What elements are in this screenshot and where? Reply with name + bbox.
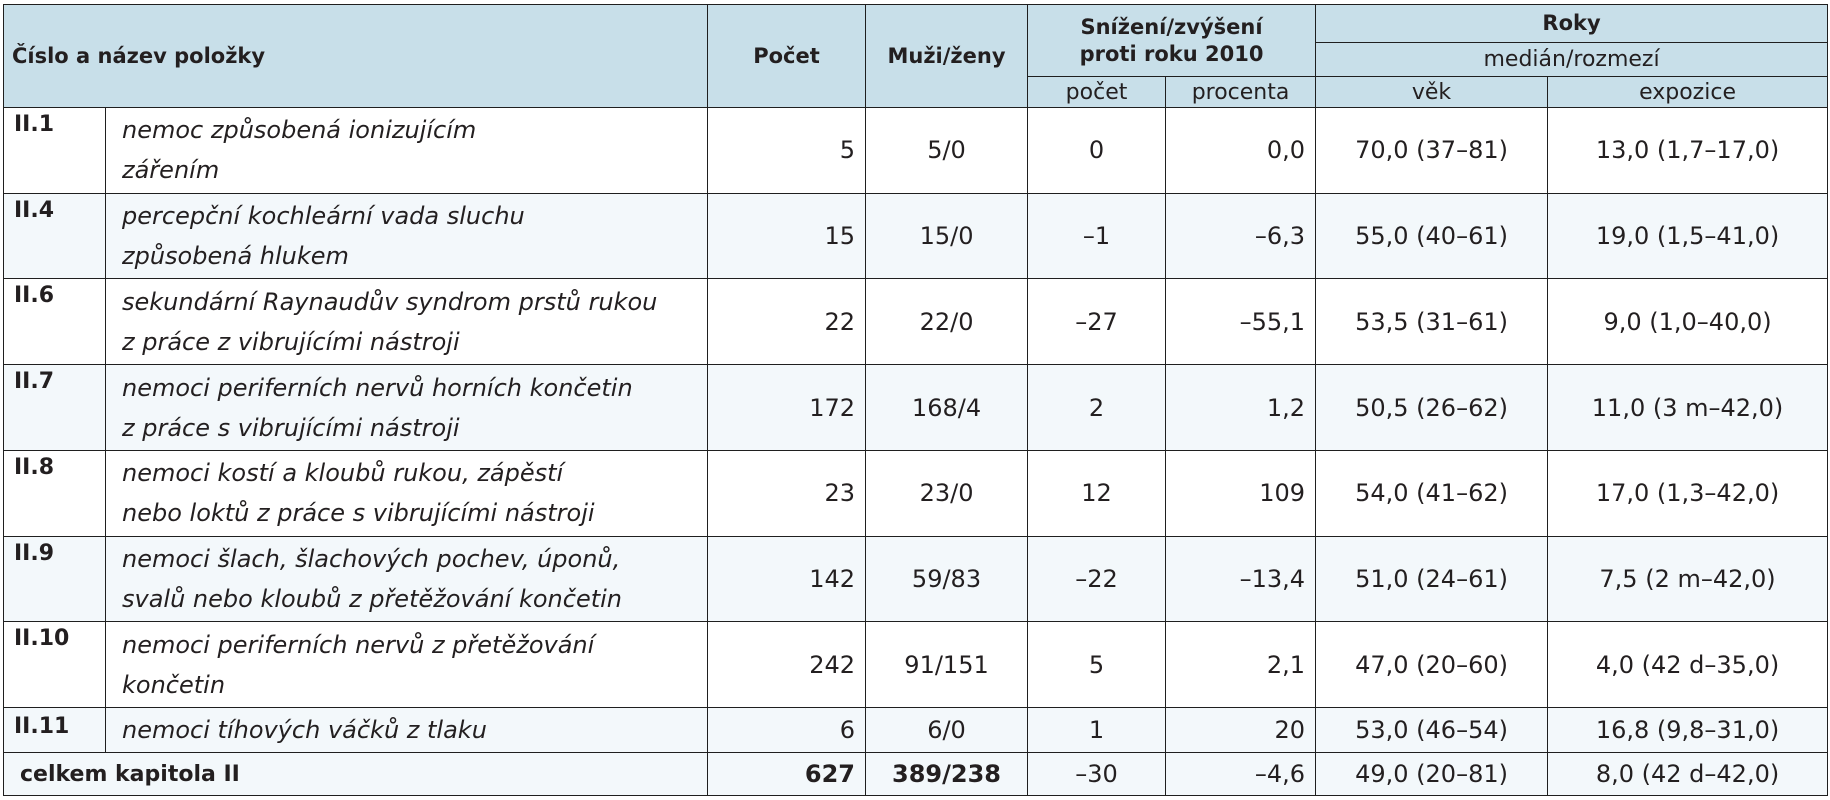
item-name: nemoci tíhových váčků z tlaku [106,708,708,753]
item-code: II.1 [4,108,106,194]
count-cell: 22 [708,279,866,365]
count-cell: 23 [708,450,866,536]
count-cell: 15 [708,193,866,279]
table-body [4,108,1828,796]
exposure-cell: 7,5 (2 m–42,0) [1548,536,1828,622]
total-row [4,753,1828,796]
item-name [106,536,708,622]
total-count-cell: 627 [708,753,866,796]
item-name-line2: končetin [122,670,226,699]
change-percent-cell: 0,0 [1166,108,1316,194]
total-change-count-cell: –30 [1028,753,1166,796]
header-exposure: expozice [1548,77,1828,108]
age-cell: 70,0 (37–81) [1316,108,1548,194]
item-name-line2: zářením [122,156,220,185]
header-men-women: Muži/ženy [866,5,1028,108]
men-women-cell: 23/0 [866,450,1028,536]
count-cell: 242 [708,622,866,708]
item-name [106,193,708,279]
change-percent-cell: –13,4 [1166,536,1316,622]
men-women-cell: 59/83 [866,536,1028,622]
change-count-cell: 12 [1028,450,1166,536]
item-name-line1: percepční kochleární vada sluchu [122,202,525,231]
change-count-cell: 5 [1028,622,1166,708]
item-name [106,108,708,194]
item-code: II.10 [4,622,106,708]
exposure-cell: 11,0 (3 m–42,0) [1548,365,1828,451]
men-women-cell: 15/0 [866,193,1028,279]
change-count-cell: –1 [1028,193,1166,279]
table-row [4,108,1828,194]
table-row [4,622,1828,708]
men-women-cell: 168/4 [866,365,1028,451]
header-item: Číslo a název položky [4,5,708,108]
age-cell: 55,0 (40–61) [1316,193,1548,279]
item-name [106,279,708,365]
item-name-line2: nebo loktů z práce s vibrujícími nástroji [122,499,595,528]
header-change-percent: procenta [1166,77,1316,108]
item-name-line1: nemoc způsobená ionizujícím [122,116,477,145]
men-women-cell: 6/0 [866,708,1028,753]
table-row [4,708,1828,753]
exposure-cell: 13,0 (1,7–17,0) [1548,108,1828,194]
age-cell: 53,0 (46–54) [1316,708,1548,753]
count-cell: 6 [708,708,866,753]
item-code: II.4 [4,193,106,279]
total-label: celkem kapitola II [4,753,708,796]
table-header [4,5,1828,108]
exposure-cell: 16,8 (9,8–31,0) [1548,708,1828,753]
item-code: II.11 [4,708,106,753]
item-name-line2: z práce z vibrujícími nástroji [122,327,460,356]
change-count-cell: 1 [1028,708,1166,753]
table-row [4,279,1828,365]
exposure-cell: 9,0 (1,0–40,0) [1548,279,1828,365]
men-women-cell: 5/0 [866,108,1028,194]
change-percent-cell: 20 [1166,708,1316,753]
total-change-percent-cell: –4,6 [1166,753,1316,796]
count-cell: 142 [708,536,866,622]
header-change-count: počet [1028,77,1166,108]
change-percent-cell: –6,3 [1166,193,1316,279]
table-row [4,536,1828,622]
header-change-line2: proti roku 2010 [1079,41,1264,66]
exposure-cell: 19,0 (1,5–41,0) [1548,193,1828,279]
table-row [4,193,1828,279]
header-years: Roky [1316,5,1828,43]
total-age-cell: 49,0 (20–81) [1316,753,1548,796]
item-code: II.7 [4,365,106,451]
header-median-range: medián/rozmezí [1316,43,1828,77]
header-change-line1: Snížení/zvýšení [1080,14,1263,39]
table-row [4,365,1828,451]
item-code: II.8 [4,450,106,536]
change-percent-cell: 1,2 [1166,365,1316,451]
change-count-cell: 2 [1028,365,1166,451]
item-name-line1: nemoci šlach, šlachových pochev, úponů, [122,545,621,574]
count-cell: 172 [708,365,866,451]
change-count-cell: –27 [1028,279,1166,365]
header-age: věk [1316,77,1548,108]
item-name [106,365,708,451]
men-women-cell: 22/0 [866,279,1028,365]
item-name-line2: způsobená hlukem [122,242,349,271]
change-percent-cell: 109 [1166,450,1316,536]
table-row [4,450,1828,536]
item-code: II.9 [4,536,106,622]
age-cell: 50,5 (26–62) [1316,365,1548,451]
header-change [1028,5,1316,77]
total-exposure-cell: 8,0 (42 d–42,0) [1548,753,1828,796]
change-percent-cell: 2,1 [1166,622,1316,708]
item-name-line2: svalů nebo kloubů z přetěžování končetin [122,585,622,614]
men-women-cell: 91/151 [866,622,1028,708]
item-name-line1: nemoci periferních nervů z přetěžování [122,630,595,659]
item-name-line1: nemoci periferních nervů horních končetin [122,373,633,402]
change-percent-cell: –55,1 [1166,279,1316,365]
exposure-cell: 17,0 (1,3–42,0) [1548,450,1828,536]
item-name-line1: nemoci kostí a kloubů rukou, zápěstí [122,459,564,488]
change-count-cell: 0 [1028,108,1166,194]
item-name [106,450,708,536]
count-cell: 5 [708,108,866,194]
header-count: Počet [708,5,866,108]
age-cell: 53,5 (31–61) [1316,279,1548,365]
age-cell: 47,0 (20–60) [1316,622,1548,708]
age-cell: 51,0 (24–61) [1316,536,1548,622]
change-count-cell: –22 [1028,536,1166,622]
item-name-line1: sekundární Raynaudův syndrom prstů rukou [122,287,658,316]
exposure-cell: 4,0 (42 d–35,0) [1548,622,1828,708]
item-code: II.6 [4,279,106,365]
item-name [106,622,708,708]
total-men-women-cell: 389/238 [866,753,1028,796]
age-cell: 54,0 (41–62) [1316,450,1548,536]
occupational-disease-table [3,4,1828,796]
item-name-line2: z práce s vibrujícími nástroji [122,413,460,442]
